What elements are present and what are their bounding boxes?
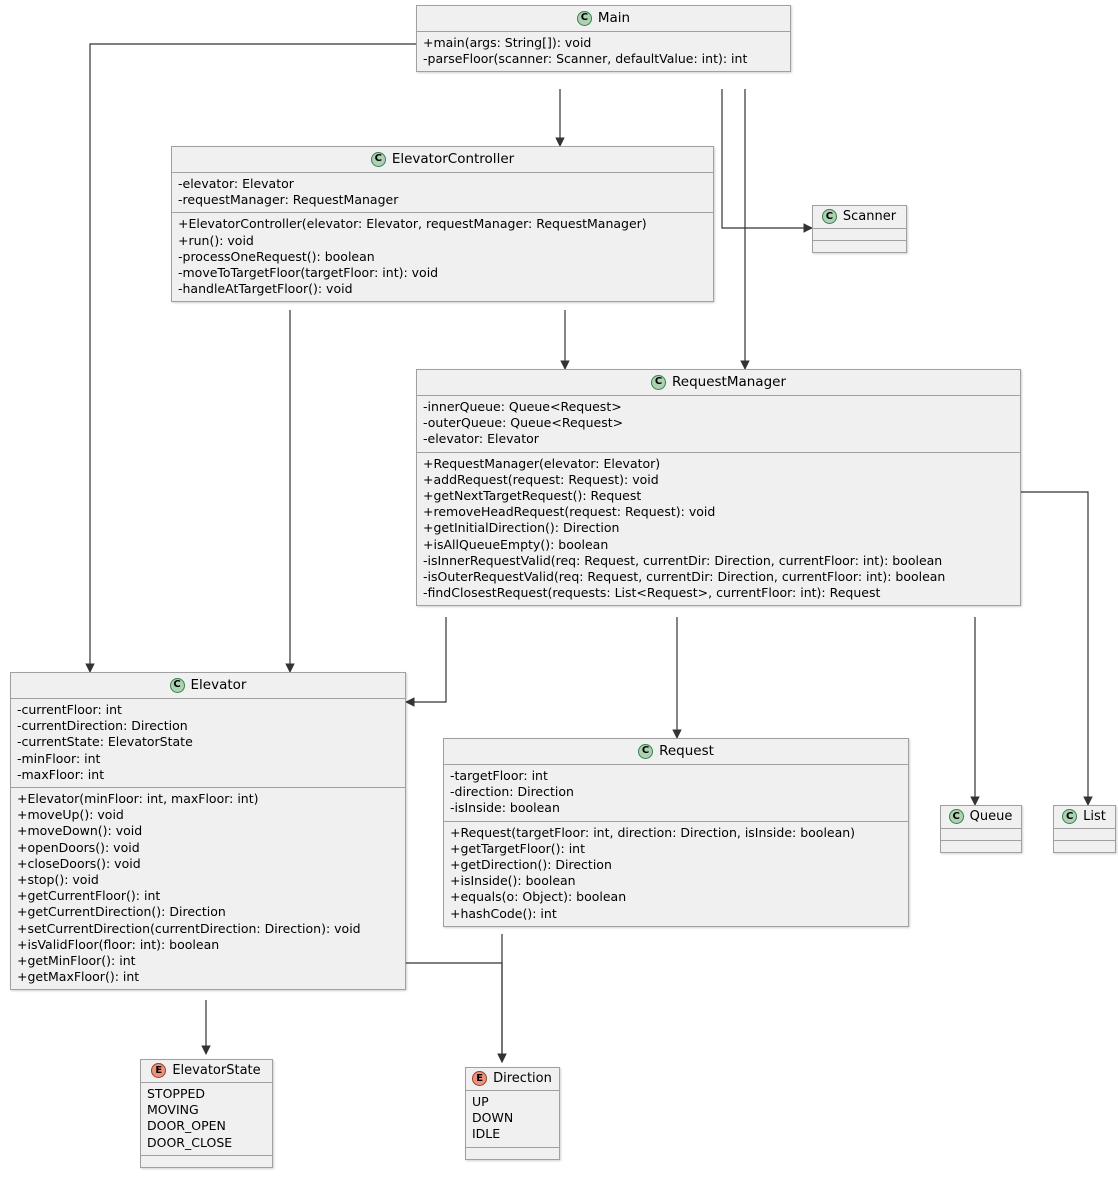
enum-name-label: ElevatorState [172, 1063, 261, 1078]
method-row: +addRequest(request: Request): void [423, 471, 659, 487]
methods-section [813, 241, 906, 252]
method-row: +getMaxFloor(): int [17, 969, 140, 985]
class-badge-icon: C [577, 11, 592, 26]
enum-badge-icon: E [472, 1071, 487, 1086]
class-title-elevator [11, 673, 405, 698]
class-badge-icon: C [949, 809, 964, 824]
method-row: +getTargetFloor(): int [450, 840, 586, 856]
class-name-label: Elevator [190, 677, 247, 693]
method-row: +stop(): void [17, 872, 99, 888]
class-badge-icon: C [371, 152, 386, 167]
method-row: +Elevator(minFloor: int, maxFloor: int) [17, 791, 259, 807]
method-row: -isInnerRequestValid(req: Request, currentDir: Direction, currentFloor: int): boolean [423, 552, 943, 568]
enum-methods-section [141, 1156, 272, 1167]
field-row: -innerQueue: Queue<Request> [423, 399, 622, 414]
method-row: -handleAtTargetFloor(): void [178, 281, 353, 297]
method-row: +moveDown(): void [17, 823, 143, 839]
class-name-label: ElevatorController [391, 151, 515, 167]
class-title-list [1054, 806, 1115, 828]
fields-section [1054, 829, 1115, 840]
method-row: +moveUp(): void [17, 807, 124, 823]
class-box-main[interactable] [416, 5, 791, 72]
methods-section [444, 822, 908, 926]
enum-value-row: DOWN [472, 1110, 514, 1126]
fields-section [444, 765, 908, 821]
class-box-elevator[interactable] [10, 672, 406, 990]
enum-title-direction [466, 1068, 559, 1090]
method-row: -findClosestRequest(requests: List<Request>, currentFloor: int): Request [423, 585, 881, 601]
class-name-label: List [1083, 809, 1106, 824]
method-row: -processOneRequest(): boolean [178, 248, 375, 264]
method-row: +isValidFloor(floor: int): boolean [17, 936, 220, 952]
method-row: +getNextTargetRequest(): Request [423, 488, 642, 504]
class-name-label: Scanner [842, 209, 897, 224]
class-title-request [444, 739, 908, 764]
field-row: -currentState: ElevatorState [17, 734, 193, 750]
fields-section [172, 173, 713, 212]
method-row: +getCurrentDirection(): Direction [17, 904, 226, 920]
field-row: -outerQueue: Queue<Request> [423, 415, 624, 431]
class-box-elevator-controller[interactable] [171, 146, 714, 302]
method-row: +isAllQueueEmpty(): boolean [423, 536, 609, 552]
enum-value-row: UP [472, 1094, 489, 1109]
method-row: +getDirection(): Direction [450, 857, 612, 873]
class-title-queue [941, 806, 1021, 828]
enum-value-row: MOVING [147, 1102, 199, 1118]
method-row: +run(): void [178, 232, 254, 248]
enum-value-row: STOPPED [147, 1086, 206, 1101]
class-title-scanner [813, 206, 906, 228]
method-row: +isInside(): boolean [450, 873, 576, 889]
enum-values-section [141, 1083, 272, 1155]
class-title-elevator-controller [172, 147, 713, 172]
method-row: +closeDoors(): void [17, 855, 141, 871]
method-row: -moveToTargetFloor(targetFloor: int): void [178, 265, 439, 281]
field-row: -currentFloor: int [17, 702, 122, 717]
method-row: +openDoors(): void [17, 839, 140, 855]
class-title-request-manager [417, 370, 1020, 395]
field-row: -minFloor: int [17, 750, 101, 766]
class-box-request[interactable] [443, 738, 909, 927]
method-row: +ElevatorController(elevator: Elevator, requestManager: RequestManager) [178, 216, 647, 232]
fields-section [813, 229, 906, 240]
field-row: -targetFloor: int [450, 768, 548, 783]
class-name-label: RequestManager [671, 374, 786, 390]
class-badge-icon: C [1062, 809, 1077, 824]
method-row: +removeHeadRequest(request: Request): void [423, 504, 716, 520]
class-badge-icon: C [638, 744, 653, 759]
class-name-label: Queue [969, 809, 1013, 824]
field-row: -maxFloor: int [17, 766, 105, 782]
enum-box-direction[interactable] [465, 1067, 560, 1160]
class-name-label: Main [597, 10, 631, 26]
enum-methods-section [466, 1148, 559, 1159]
fields-section [417, 396, 1020, 452]
method-row: +getCurrentFloor(): int [17, 888, 161, 904]
method-row: +Request(targetFloor: int, direction: Direction, isInside: boolean) [450, 824, 856, 840]
method-row: +equals(o: Object): boolean [450, 889, 627, 905]
methods-section [417, 453, 1020, 606]
fields-section [941, 829, 1021, 840]
methods-section [11, 788, 405, 989]
class-badge-icon: C [651, 375, 666, 390]
method-row: +RequestManager(elevator: Elevator) [423, 455, 661, 471]
enum-value-row: DOOR_CLOSE [147, 1134, 233, 1150]
enum-title-elevator-state [141, 1060, 272, 1082]
class-box-request-manager[interactable] [416, 369, 1021, 606]
field-row: -elevator: Elevator [423, 431, 539, 447]
field-row: -requestManager: RequestManager [178, 192, 399, 208]
class-name-label: Request [659, 743, 714, 759]
method-row: +getInitialDirection(): Direction [423, 520, 620, 536]
enum-badge-icon: E [151, 1063, 166, 1078]
methods-section [941, 841, 1021, 852]
method-row: -isOuterRequestValid(req: Request, currentDir: Direction, currentFloor: int): boolean [423, 569, 946, 585]
enum-value-row: DOOR_OPEN [147, 1118, 226, 1134]
method-row: +main(args: String[]): void [423, 35, 592, 50]
class-box-scanner[interactable] [812, 205, 907, 253]
class-box-list[interactable] [1053, 805, 1116, 853]
class-box-queue[interactable] [940, 805, 1022, 853]
class-badge-icon: C [170, 678, 185, 693]
enum-box-elevator-state[interactable] [140, 1059, 273, 1168]
method-row: +hashCode(): int [450, 905, 557, 921]
field-row: -isInside: boolean [450, 800, 560, 816]
field-row: -direction: Direction [450, 784, 574, 800]
class-badge-icon: C [822, 209, 837, 224]
methods-section [1054, 841, 1115, 852]
fields-section [11, 699, 405, 787]
method-row: +setCurrentDirection(currentDirection: Direction): void [17, 920, 361, 936]
enum-values-section [466, 1091, 559, 1147]
methods-section [417, 32, 790, 71]
field-row: -elevator: Elevator [178, 176, 294, 191]
methods-section [172, 213, 713, 301]
method-row: -parseFloor(scanner: Scanner, defaultValue: int): int [423, 51, 748, 67]
enum-name-label: Direction [493, 1071, 552, 1086]
class-title-main [417, 6, 790, 31]
field-row: -currentDirection: Direction [17, 718, 188, 734]
method-row: +getMinFloor(): int [17, 953, 136, 969]
enum-value-row: IDLE [472, 1126, 501, 1142]
